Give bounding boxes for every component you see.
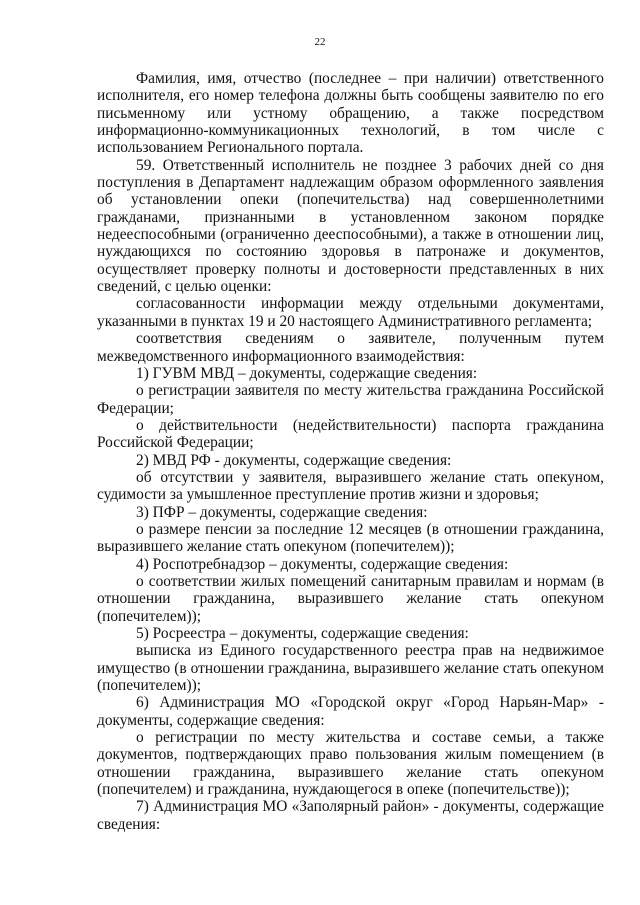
paragraph-consistency: согласованности информации между отдельными документами, указанными в пунктах 19 и 20 настоящего Административного регламента; <box>97 295 604 330</box>
page-number: 22 <box>314 36 326 48</box>
list-item-6-registration-family: о регистрации по месту жительства и составе семьи, а также документов, подтверждающих право пользования жилым помещением (в отношении гражданина, выразившего желание стать опекуном (попечителем) и гражданина, нуждающегося в опеке (попечительстве)); <box>97 729 604 799</box>
list-item-6-heading: 6) Администрация МО «Городской округ «Город Нарьян-Мар» - документы, содержащие сведения: <box>97 694 604 729</box>
paragraph-responsible-executor: Фамилия, имя, отчество (последнее – при наличии) ответственного исполнителя, его номер телефона должны быть сообщены заявителю по его письменному или устному обращению, а также посредством информационно-коммуникационных технологий, в том числе с использованием Регионального портала. <box>97 70 604 157</box>
list-item-3-heading: 3) ПФР – документы, содержащие сведения: <box>136 503 428 521</box>
list-item-5-heading: 5) Росреестра – документы, содержащие сведения: <box>136 625 469 642</box>
list-item-1-passport: о действительности (недействительности) паспорта гражданина Российской Федерации; <box>97 416 604 452</box>
list-item-2-heading: 2) МВД РФ - документы, содержащие сведения: <box>136 451 452 469</box>
list-item-4-heading: 4) Роспотребнадзор – документы, содержащие сведения: <box>136 555 509 573</box>
paragraph-59: 59. Ответственный исполнитель не позднее 3 рабочих дней со дня поступления в Департамент надлежащим образом оформленного заявления об установлении опеки (попечительства) над совершеннолетними гражданами, признанными в установленном законом порядке недееспособными (ограниченно дееспособными), а также в отношении лиц, нуждающихся по состоянию здоровья в патронаже и документов, осуществляет проверку полноты и достоверности представленных в них сведений, с целью оценки: <box>97 156 604 296</box>
paragraph-conformity: соответствия сведениям о заявителе, полученным путем межведомственного информационного взаимодействия: <box>97 330 604 365</box>
list-item-5-registry-extract: выписка из Единого государственного реестра прав на недвижимое имущество (в отношении гражданина, выразившего желание стать опекуном (попечителем)); <box>97 642 604 695</box>
document-body <box>97 70 604 833</box>
list-item-7-heading: 7) Администрация МО «Заполярный район» - документы, содержащие сведения: <box>97 798 604 833</box>
list-item-1-heading: 1) ГУВМ МВД – документы, содержащие сведения: <box>136 364 478 382</box>
list-item-2-criminal-record: об отсутствии у заявителя, выразившего желание стать опекуном, судимости за умышленное преступление против жизни и здоровья; <box>97 468 604 504</box>
list-item-1-registration: о регистрации заявителя по месту жительства гражданина Российской Федерации; <box>97 382 604 417</box>
list-item-3-pension: о размере пенсии за последние 12 месяцев (в отношении гражданина, выразившего желание стать опекуном (попечителем)); <box>97 520 604 556</box>
list-item-4-housing: о соответствии жилых помещений санитарным правилам и нормам (в отношении гражданина, выразившего желание стать опекуном (попечителем)); <box>97 572 604 625</box>
